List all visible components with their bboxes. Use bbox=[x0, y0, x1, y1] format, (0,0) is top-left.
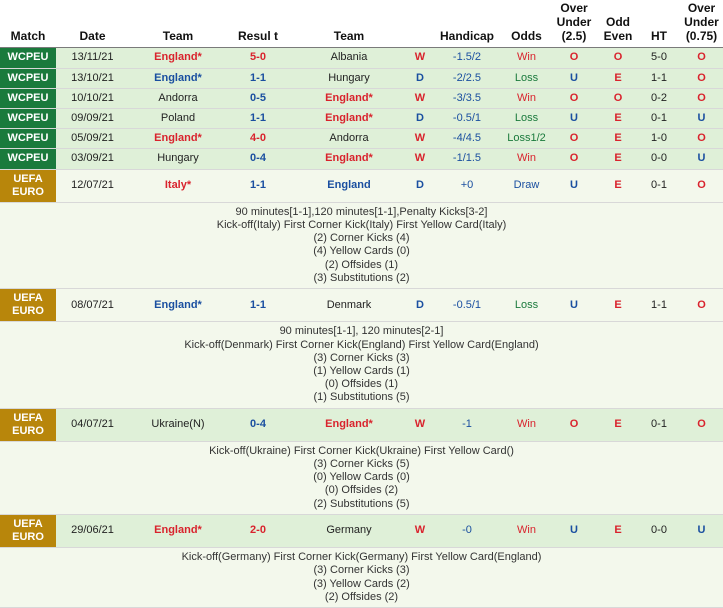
match-date: 04/07/21 bbox=[56, 408, 129, 441]
match-date: 13/10/21 bbox=[56, 68, 129, 88]
detail-line: (3) Corner Kicks (3) bbox=[313, 564, 410, 577]
half-time-score: 0-1 bbox=[638, 108, 680, 128]
half-time-score: 5-0 bbox=[638, 48, 680, 68]
odds-result: Loss bbox=[503, 289, 550, 322]
over-under-25: U bbox=[550, 514, 598, 547]
handicap-value: -0 bbox=[431, 514, 503, 547]
over-under-25: U bbox=[550, 68, 598, 88]
match-date: 10/10/21 bbox=[56, 88, 129, 108]
league-badge: WCPEU bbox=[0, 108, 56, 128]
over-under-075: O bbox=[680, 289, 723, 322]
over-under-25: U bbox=[550, 108, 598, 128]
header-row bbox=[0, 0, 723, 48]
over-under-075: O bbox=[680, 408, 723, 441]
detail-line: (3) Substitutions (2) bbox=[313, 271, 410, 284]
odd-even: E bbox=[598, 289, 638, 322]
handicap-value: -3/3.5 bbox=[431, 88, 503, 108]
odd-even: E bbox=[598, 68, 638, 88]
over-under-25: U bbox=[550, 169, 598, 202]
over-under-075: U bbox=[680, 108, 723, 128]
match-date: 03/09/21 bbox=[56, 149, 129, 169]
handicap-value: +0 bbox=[431, 169, 503, 202]
home-team: Italy* bbox=[129, 169, 227, 202]
match-result: 2-0 bbox=[227, 514, 289, 547]
over-under-075: U bbox=[680, 514, 723, 547]
league-badge: UEFA EURO bbox=[0, 169, 56, 202]
detail-line: 90 minutes[1-1],120 minutes[1-1],Penalty Kicks[3-2] bbox=[235, 205, 488, 218]
match-detail-stats bbox=[0, 548, 723, 608]
header-handicap: Handicap bbox=[431, 0, 503, 48]
over-under-25: O bbox=[550, 88, 598, 108]
away-team: Germany bbox=[289, 514, 409, 547]
header-team-home: Team bbox=[129, 0, 227, 48]
half-time-score: 0-0 bbox=[638, 149, 680, 169]
handicap-value: -1.5/2 bbox=[431, 48, 503, 68]
over-under-075: O bbox=[680, 169, 723, 202]
odds-result: Win bbox=[503, 88, 550, 108]
league-badge: UEFA EURO bbox=[0, 289, 56, 322]
result-wdl: W bbox=[409, 88, 431, 108]
over-under-25: O bbox=[550, 48, 598, 68]
match-date: 12/07/21 bbox=[56, 169, 129, 202]
table-header bbox=[0, 0, 723, 48]
result-wdl: D bbox=[409, 169, 431, 202]
odds-result: Loss1/2 bbox=[503, 129, 550, 149]
away-team: England* bbox=[289, 88, 409, 108]
half-time-score: 1-1 bbox=[638, 289, 680, 322]
header-over-under-075: Over Under (0.75) bbox=[680, 0, 723, 48]
away-team: England* bbox=[289, 108, 409, 128]
detail-line: (2) Offsides (2) bbox=[324, 590, 399, 603]
result-wdl: D bbox=[409, 68, 431, 88]
match-detail-stats bbox=[0, 202, 723, 288]
odds-result: Loss bbox=[503, 108, 550, 128]
header-odds: Odds bbox=[503, 0, 550, 48]
result-wdl: D bbox=[409, 289, 431, 322]
home-team: England* bbox=[129, 68, 227, 88]
odd-even: O bbox=[598, 88, 638, 108]
match-result: 5-0 bbox=[227, 48, 289, 68]
half-time-score: 1-0 bbox=[638, 129, 680, 149]
detail-line: (0) Offsides (2) bbox=[324, 484, 399, 497]
detail-line: (3) Yellow Cards (2) bbox=[313, 577, 410, 590]
header-over-under-25: Over Under (2.5) bbox=[550, 0, 598, 48]
away-team: England bbox=[289, 169, 409, 202]
over-under-25: O bbox=[550, 408, 598, 441]
table-row[interactable] bbox=[0, 149, 723, 169]
odd-even: E bbox=[598, 514, 638, 547]
home-team: England* bbox=[129, 289, 227, 322]
table-row[interactable] bbox=[0, 68, 723, 88]
match-detail-stats bbox=[0, 441, 723, 514]
header-match: Match bbox=[0, 0, 56, 48]
home-team: Ukraine(N) bbox=[129, 408, 227, 441]
detail-line: (3) Corner Kicks (3) bbox=[313, 351, 410, 364]
handicap-value: -0.5/1 bbox=[431, 289, 503, 322]
detail-line: 90 minutes[1-1], 120 minutes[2-1] bbox=[279, 325, 444, 338]
detail-line: (0) Offsides (1) bbox=[324, 378, 399, 391]
league-badge: WCPEU bbox=[0, 88, 56, 108]
odds-result: Win bbox=[503, 149, 550, 169]
home-team: Poland bbox=[129, 108, 227, 128]
over-under-075: O bbox=[680, 129, 723, 149]
odds-result: Win bbox=[503, 48, 550, 68]
half-time-score: 0-0 bbox=[638, 514, 680, 547]
away-team: Albania bbox=[289, 48, 409, 68]
match-result: 1-1 bbox=[227, 169, 289, 202]
handicap-value: -4/4.5 bbox=[431, 129, 503, 149]
over-under-075: O bbox=[680, 68, 723, 88]
over-under-25: O bbox=[550, 129, 598, 149]
match-detail-row bbox=[0, 441, 723, 514]
match-detail-row bbox=[0, 548, 723, 608]
handicap-value: -1 bbox=[431, 408, 503, 441]
match-result: 1-1 bbox=[227, 68, 289, 88]
away-team: England* bbox=[289, 149, 409, 169]
over-under-075: O bbox=[680, 88, 723, 108]
header-team-away: Team bbox=[289, 0, 409, 48]
detail-line: (1) Yellow Cards (1) bbox=[313, 364, 410, 377]
match-result: 1-1 bbox=[227, 108, 289, 128]
over-under-25: O bbox=[550, 149, 598, 169]
odds-result: Win bbox=[503, 408, 550, 441]
over-under-25: U bbox=[550, 289, 598, 322]
half-time-score: 0-1 bbox=[638, 169, 680, 202]
handicap-value: -1/1.5 bbox=[431, 149, 503, 169]
table-row[interactable] bbox=[0, 169, 723, 202]
odds-result: Loss bbox=[503, 68, 550, 88]
handicap-value: -0.5/1 bbox=[431, 108, 503, 128]
table-row[interactable] bbox=[0, 408, 723, 441]
table-row[interactable] bbox=[0, 514, 723, 547]
home-team: Andorra bbox=[129, 88, 227, 108]
odd-even: E bbox=[598, 169, 638, 202]
header-ht: HT bbox=[638, 0, 680, 48]
league-badge: UEFA EURO bbox=[0, 514, 56, 547]
detail-line: Kick-off(Italy) First Corner Kick(Italy) First Yellow Card(Italy) bbox=[216, 219, 507, 232]
header-odd-even: Odd Even bbox=[598, 0, 638, 48]
detail-line: (1) Substitutions (5) bbox=[313, 391, 410, 404]
away-team: Andorra bbox=[289, 129, 409, 149]
match-date: 09/09/21 bbox=[56, 108, 129, 128]
table-row[interactable] bbox=[0, 48, 723, 68]
home-team: England* bbox=[129, 48, 227, 68]
table-row[interactable] bbox=[0, 289, 723, 322]
away-team: Denmark bbox=[289, 289, 409, 322]
odd-even: E bbox=[598, 408, 638, 441]
league-badge: WCPEU bbox=[0, 68, 56, 88]
match-detail-stats bbox=[0, 322, 723, 408]
handicap-value: -2/2.5 bbox=[431, 68, 503, 88]
match-date: 13/11/21 bbox=[56, 48, 129, 68]
league-badge: WCPEU bbox=[0, 149, 56, 169]
match-date: 08/07/21 bbox=[56, 289, 129, 322]
home-team: England* bbox=[129, 514, 227, 547]
match-date: 29/06/21 bbox=[56, 514, 129, 547]
result-wdl: W bbox=[409, 408, 431, 441]
detail-line: Kick-off(Denmark) First Corner Kick(England) First Yellow Card(England) bbox=[184, 338, 539, 351]
over-under-075: U bbox=[680, 149, 723, 169]
result-wdl: W bbox=[409, 149, 431, 169]
table-row[interactable] bbox=[0, 129, 723, 149]
detail-line: Kick-off(Ukraine) First Corner Kick(Ukraine) First Yellow Card() bbox=[209, 444, 514, 457]
odd-even: E bbox=[598, 108, 638, 128]
result-wdl: W bbox=[409, 48, 431, 68]
home-team: Hungary bbox=[129, 149, 227, 169]
match-result: 0-4 bbox=[227, 149, 289, 169]
home-team: England* bbox=[129, 129, 227, 149]
league-badge: WCPEU bbox=[0, 48, 56, 68]
detail-line: Kick-off(Germany) First Corner Kick(Germany) First Yellow Card(England) bbox=[181, 551, 542, 564]
odd-even: O bbox=[598, 48, 638, 68]
league-badge: WCPEU bbox=[0, 129, 56, 149]
half-time-score: 1-1 bbox=[638, 68, 680, 88]
match-date: 05/09/21 bbox=[56, 129, 129, 149]
detail-line: (2) Substitutions (5) bbox=[313, 497, 410, 510]
odds-result: Win bbox=[503, 514, 550, 547]
match-result: 0-5 bbox=[227, 88, 289, 108]
detail-line: (2) Corner Kicks (4) bbox=[313, 232, 410, 245]
match-result: 1-1 bbox=[227, 289, 289, 322]
table-row[interactable] bbox=[0, 88, 723, 108]
detail-line: (3) Corner Kicks (5) bbox=[313, 458, 410, 471]
half-time-score: 0-1 bbox=[638, 408, 680, 441]
result-wdl: D bbox=[409, 108, 431, 128]
detail-line: (0) Yellow Cards (0) bbox=[313, 471, 410, 484]
match-detail-row bbox=[0, 202, 723, 288]
table-row[interactable] bbox=[0, 108, 723, 128]
odd-even: E bbox=[598, 149, 638, 169]
result-wdl: W bbox=[409, 129, 431, 149]
away-team: England* bbox=[289, 408, 409, 441]
away-team: Hungary bbox=[289, 68, 409, 88]
match-result: 4-0 bbox=[227, 129, 289, 149]
half-time-score: 0-2 bbox=[638, 88, 680, 108]
detail-line: (2) Offsides (1) bbox=[324, 258, 399, 271]
result-wdl: W bbox=[409, 514, 431, 547]
over-under-075: O bbox=[680, 48, 723, 68]
odds-result: Draw bbox=[503, 169, 550, 202]
header-result: Resul t bbox=[227, 0, 289, 48]
match-result: 0-4 bbox=[227, 408, 289, 441]
odd-even: E bbox=[598, 129, 638, 149]
header-wdl bbox=[409, 0, 431, 48]
match-detail-row bbox=[0, 322, 723, 408]
table-body bbox=[0, 48, 723, 608]
league-badge: UEFA EURO bbox=[0, 408, 56, 441]
detail-line: (4) Yellow Cards (0) bbox=[313, 245, 410, 258]
header-date: Date bbox=[56, 0, 129, 48]
